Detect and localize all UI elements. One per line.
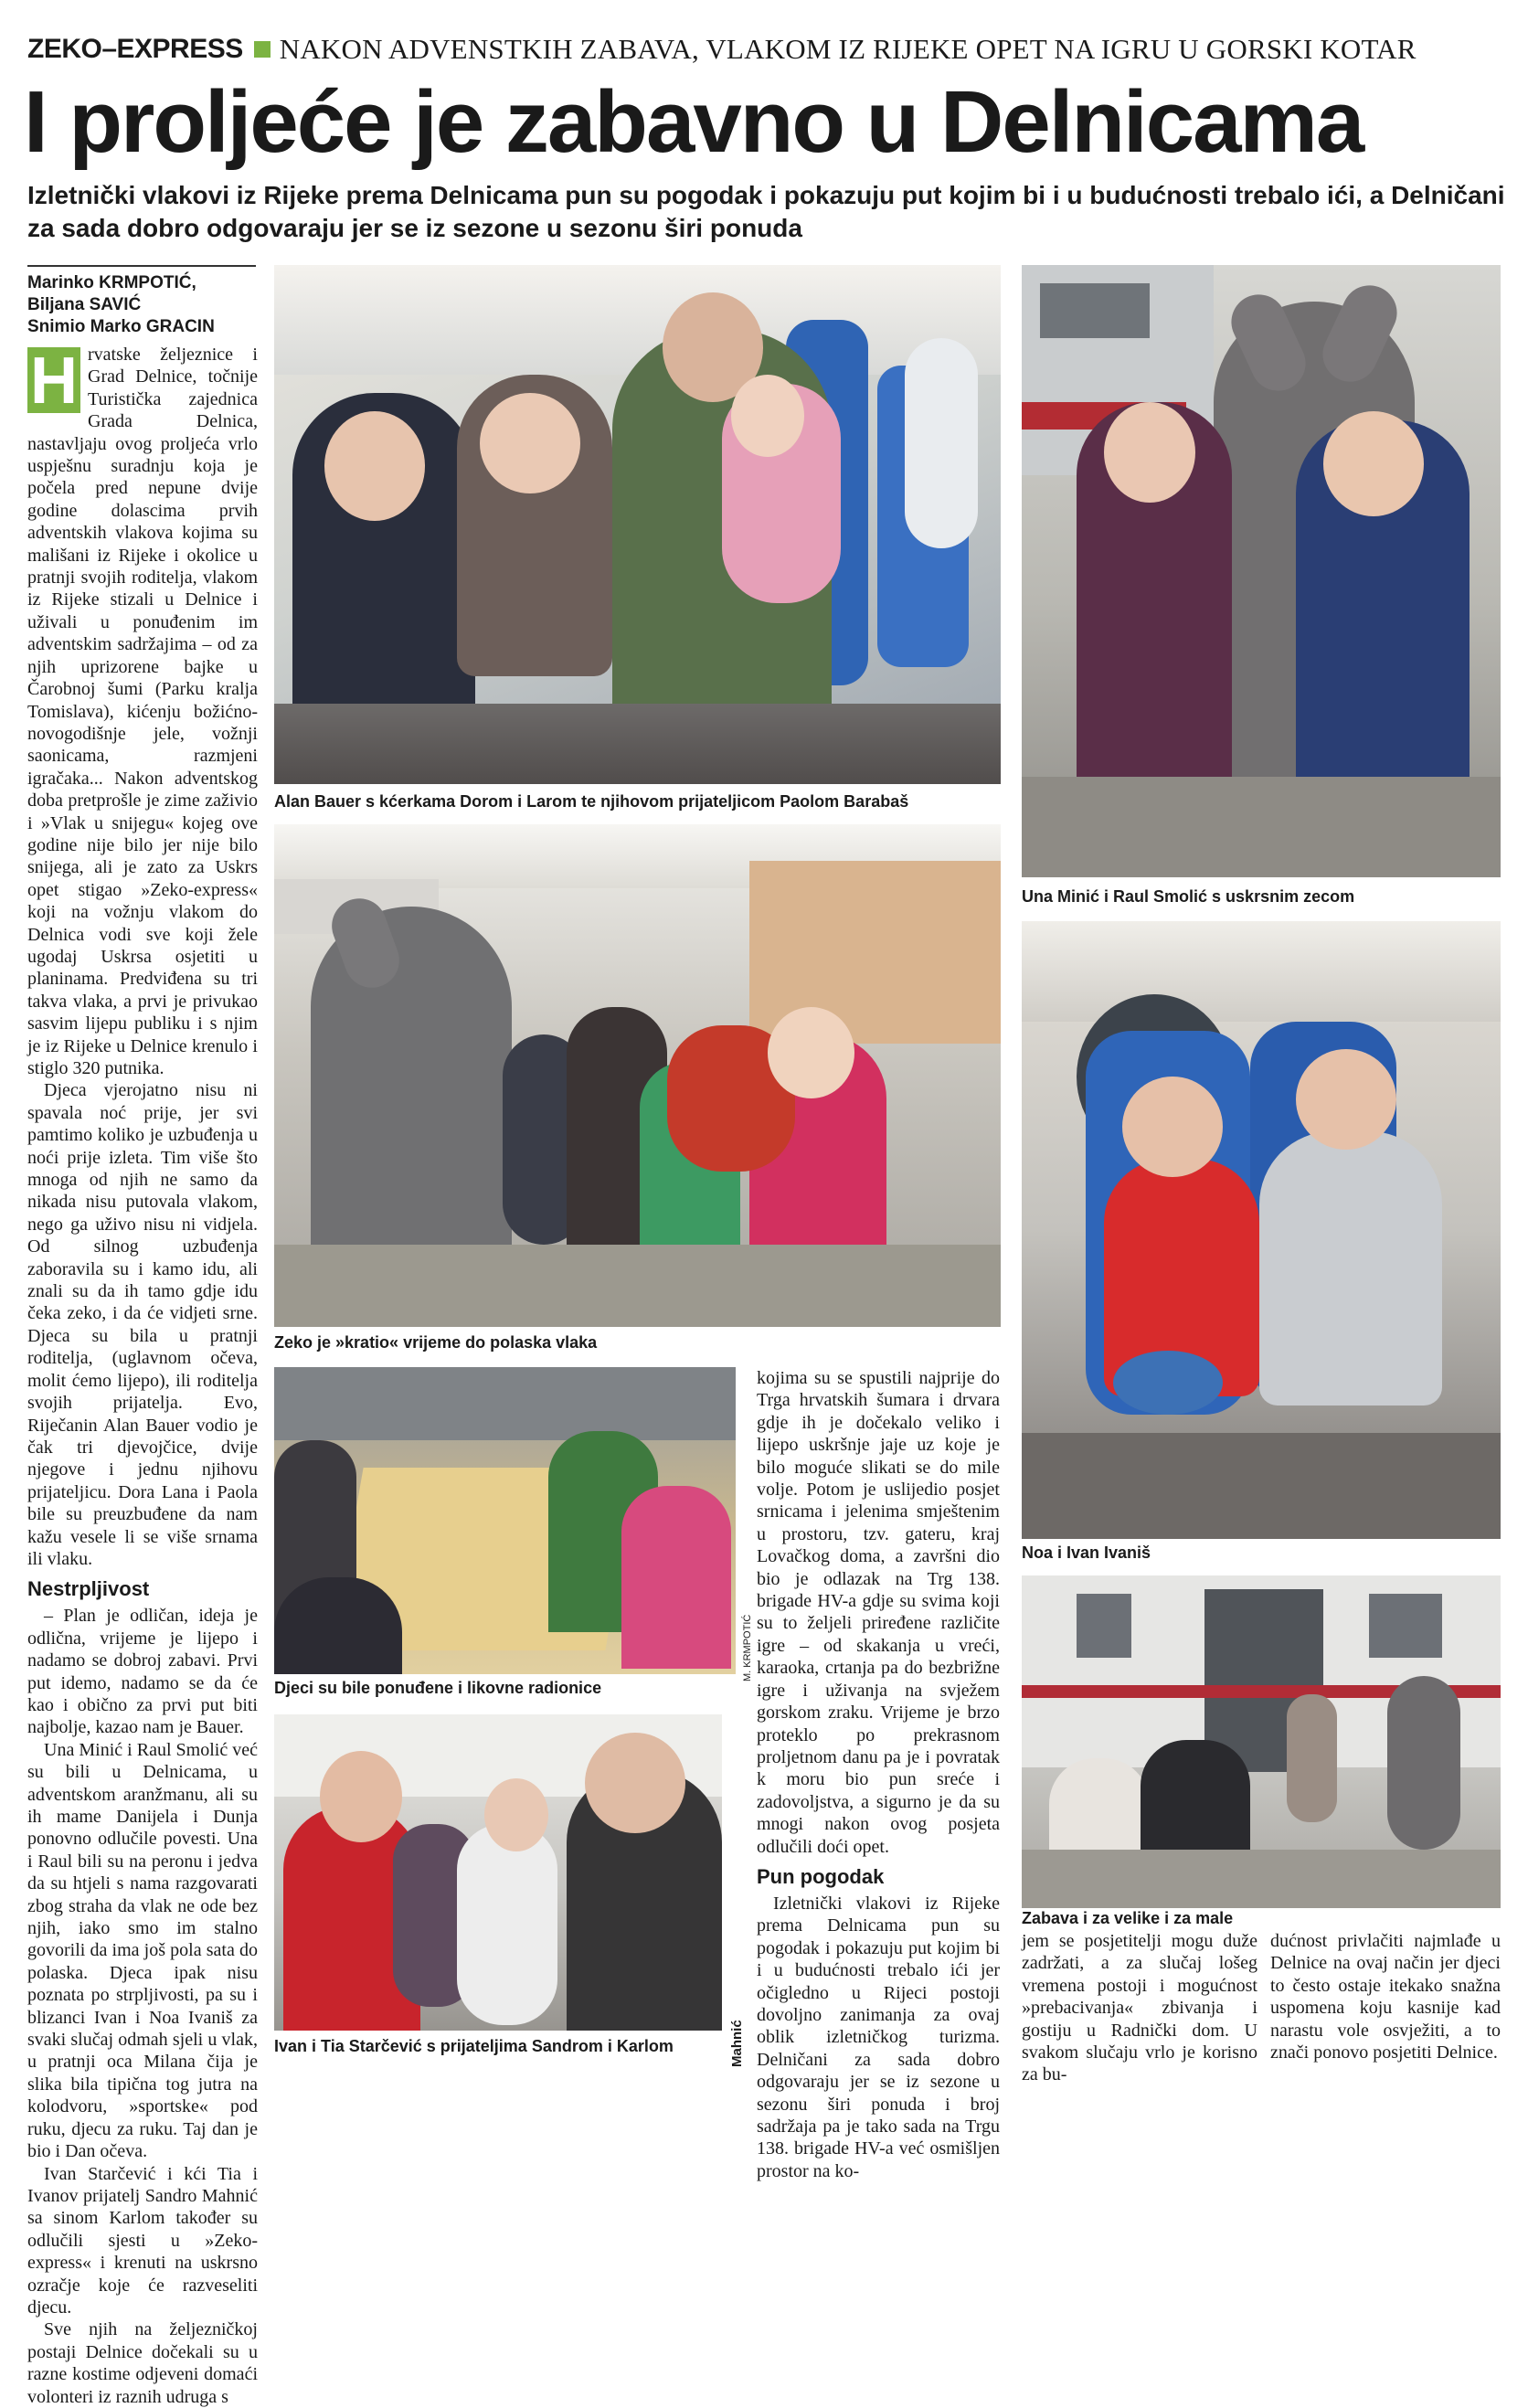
photo-caption: Zabava i za velike i za male bbox=[1022, 1909, 1234, 1927]
rubric: ZEKO–EXPRESS bbox=[27, 34, 243, 64]
photo-credit: M. KRMPOTIĆ bbox=[742, 1614, 753, 1681]
photo-platform-group bbox=[274, 824, 1001, 1327]
lead-paragraph: Izletnički vlakovi iz Rijeke prema Delnicama pun su pogodak i pokazuju put kojim bi i u budućnosti trebalo ići, a Delničani za sada dobro odgovaraju jer se iz sezone u sezonu širi ponuda bbox=[27, 181, 1505, 242]
paragraph: Una Minić i Raul Smolić već su bili u Delnicama, u adventskom aranžmanu, ali su ih mame Danijela i Dunja ponovno odlučile povesti. Una i Raul bili su na peronu i jedva da su htjeli s nama razgovarati zbog straha da vlak ne ode bez njih, iako smo im stalno govorili da ima još pola sata do polaska. Djeca ipak nisu poznata po strpljivosti, pa su i blizanci Ivan i Noa Ivaniš za svaki slučaj odmah sjeli u vlak, u pratnji oca Milana čija je slika bila tipična tog jutra na kolodvoru, »sportske« pod ruku, djecu za ruku. Taj dan je bio i Dan očeva. bbox=[27, 1739, 258, 2162]
photo-caption: Dјeci su bile ponuđene i likovne radionice bbox=[274, 1679, 602, 1697]
subheading: Nestrpljivost bbox=[27, 1577, 150, 1601]
photo-caption: Noa i Ivan Ivaniš bbox=[1022, 1543, 1151, 1562]
paragraph: – Plan je odličan, ideja je odlična, vrijeme je lijepo i nadamo se dobroj zabavi. Prvi put idemo, nadamo se da će kao i obično za prvi put biti najbolje, kazao nam je Bauer. bbox=[27, 1606, 258, 1738]
photo-train-door bbox=[1022, 1575, 1501, 1908]
paragraph: Ivan Starčević i kći Tia i Ivanov prijatelj Sandro Mahnić sa sinom Karlom također su odlučili sjesti u »Zeko-express« i krenuti na uskrsno ozračje koje će razveseliti djecu. bbox=[27, 2163, 258, 2318]
photo-starcevic-friends bbox=[274, 1714, 722, 2031]
paragraph: kojima su se spustili najprije do Trga hrvatskih šumara i drvara gdje ih je dočekalo veliko i lijepo uskršnje jaje uz koje je bilo moguće slikati se do mile volje. Potom je uslijedio posjet srnicama i jelenima smještenim u prostoru, tzv. gateru, kraj Lovačkog doma, a završni dio bio je odlazak na Trg 138. brigade HV-a gdje su svima koji su to željeli priređene različite igre – od skakanja u vreći, karaoka, crtanja pa do bezbrižne igre i uživanja na svježem gorskom zraku. Vrijeme je brzo proteklo po prekrasnom proljetnom danu pa je i povratak k moru bio pun sreće i zadovoljstva, a sigurno je da su mnogi nakon ovog posjeta odlučili doći opet. bbox=[757, 1368, 1000, 1857]
headline: I proljeće je zabavno u Delnicama bbox=[24, 73, 1364, 171]
paragraph: jem se posjetitelji mogu duže zadržati, a za slučaj lošeg vremena postoji i mogućnost »prebacivanja« zbivanja i gostiju u Radnički dom. U svakom slučaju vrlo je korisno za bu- bbox=[1022, 1931, 1257, 2085]
supertitle: NAKON ADVENSTKIH ZABAVA, VLAKOM IZ RIJEKE OPET NA IGRU U GORSKI KOTAR bbox=[279, 33, 1417, 65]
paragraph: Sve njih na željezničkoj postaji Delnice dočekali su u razne kostime odjeveni domaći volonteri iz raznih udruga s bbox=[27, 2319, 258, 2407]
kicker bbox=[27, 33, 1508, 69]
paragraph: rvatske željeznice i Grad Delnice, točnije Turistička zajednica Grada Delnica, nastavljaju ovog proljeća vrlo uspješnu suradnju koja je počela pred nepune dvije godine dolascima prvih adventskih vlakova kojima su mališani iz Rijeke i okolice u pratnji svojih roditelja, vlakom iz Rijeke stizali u Delnice i uživali u ponuđenim im adventskim sadržajima – od za njih uprizorene bajke u Čarobnoj šumi (Parku kralja Tomislava), kićenju božićno-novogodišnje jele, vožnji saonicama, razmjeni igračaka... Nakon adventskog doba pretprošle je zime zaživio i »Vlak u snijegu« kojeg ove godine nije bilo jer nije bilo snijega, ali je zato za Uskrs opet stigao »Zeko-express« koji na vožnju vlakom do Delnica vodi sve koji žele ugodaj Uskrsa osjetiti u planinama. Predviđena su tri takva vlaka, a prvi je privukao sasvim lijepu publiku i s njim je iz Rijeke u Delnice krenulo i stiglo 320 putnika. bbox=[27, 345, 258, 1078]
photo-caption: Alan Bauer s kćerkama Dorom i Larom te njihovom prijateljicom Paolom Barabaš bbox=[274, 792, 909, 811]
photo-caption: Zeko je »kratio« vrijeme do polaska vlaka bbox=[274, 1333, 598, 1352]
photo-twins-train bbox=[1022, 921, 1501, 1539]
photo-bunny-kids bbox=[1022, 265, 1501, 877]
byline-author-1: Marinko KRMPOTIĆ, bbox=[27, 273, 196, 292]
article-column-4 bbox=[1270, 1930, 1501, 2067]
paragraph: Djeca vjerojatno nisu ni spavala noć prije, jer svi pamtimo koliko je uzbuđenja u noći prije izleta. Tim više što mnoga od njih ne samo da nikada nisu putovala vlakom, nego ga uživo nisu ni vidjela. Od silnog uzbuđenja zaboravila su i kamo idu, ali znali su da ih tamo gdje idu čeka zeko, i da će vidjeti srne. Djeca su bila u pratnji roditelja, (uglavnom očeva, molit ćemo lijepo), ili roditelja svojih prijatelja. Evo, Riječanin Alan Bauer vodio je čak tri djevojčice, dvije njegove i jednu njihovu prijateljicu. Dora Lana i Paola bile su preuzbuđene da nam kažu vesele li se više srnama ili vlaku. bbox=[27, 1080, 258, 1569]
photo-art-workshop bbox=[274, 1367, 736, 1674]
byline-author-2: Biljana SAVIĆ bbox=[27, 295, 142, 314]
green-square-icon bbox=[254, 41, 271, 58]
article-column-3 bbox=[1022, 1930, 1257, 2085]
article-column-2 bbox=[757, 1367, 1000, 2181]
photo-train-family bbox=[274, 265, 1001, 784]
drop-cap: H bbox=[27, 347, 80, 413]
photo-credit: Mahnić bbox=[729, 2020, 745, 2067]
byline bbox=[27, 265, 256, 338]
photo-caption: Una Minić i Raul Smolić s uskrsnim zecom bbox=[1022, 887, 1355, 906]
paragraph: Izletnički vlakovi iz Rijeke prema Delnicama pun su pogodak i pokazuju put kojim bi i u budućnosti trebalo ići jer očigledno u Rijeci postoji dovoljno zanimanja za ovaj oblik izletničkog turizma. Delničani za sada dobro odgovaraju jer se iz sezone u sezonu širi ponuda i broj sadržaja pa je tako sada na Trgu 138. brigade HV-a već osmišljen prostor na ko- bbox=[757, 1893, 1000, 2181]
article-column-1 bbox=[27, 344, 258, 2407]
subheading: Pun pogodak bbox=[757, 1864, 885, 1888]
photo-caption: Ivan i Tia Starčević s prijateljima Sandrom i Karlom bbox=[274, 2037, 674, 2055]
paragraph: dućnost privlačiti najmlađe u Delnice na ovaj način jer djeci to često ostaje itekako snažna uspomena koju kasnije kad narastu vole osvježiti, a to znači ponovo posjetiti Delnice. bbox=[1270, 1931, 1501, 2063]
byline-photographer: Snimio Marko GRACIN bbox=[27, 317, 215, 336]
